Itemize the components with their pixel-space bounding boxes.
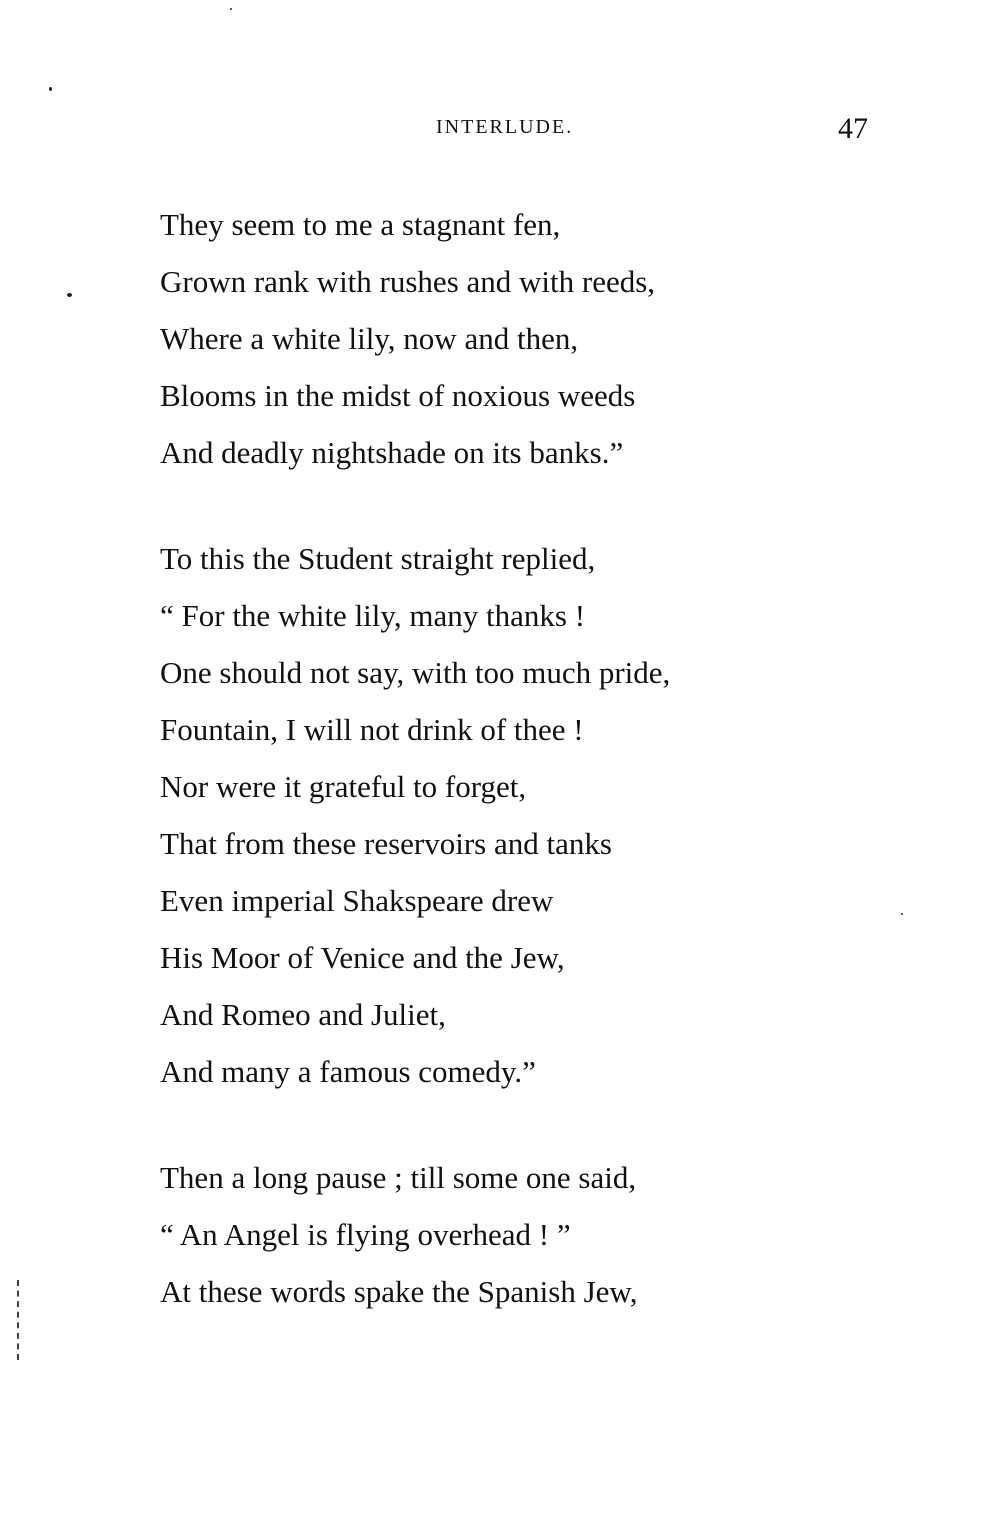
poem-line: At these words spake the Spanish Jew,	[160, 1274, 638, 1309]
poem-line: “ An Angel is flying overhead ! ”	[160, 1217, 571, 1252]
scan-speck	[230, 8, 232, 10]
running-title: INTERLUDE.	[436, 116, 574, 138]
poem-line: His Moor of Venice and the Jew,	[160, 940, 565, 975]
stanza	[160, 530, 920, 1100]
poem-line: Where a white lily, now and then,	[160, 321, 579, 356]
poem-line: They seem to me a stagnant fen,	[160, 207, 561, 242]
poem-line: Then a long pause ; till some one said,	[160, 1160, 637, 1195]
poem-line: Blooms in the midst of noxious weeds	[160, 378, 636, 413]
scan-speck	[49, 87, 52, 91]
margin-marks	[17, 1280, 25, 1360]
page-number: 47	[838, 112, 868, 145]
poem-line: And deadly nightshade on its banks.”	[160, 435, 624, 470]
stanza	[160, 196, 920, 481]
poem-line: And many a famous comedy.”	[160, 1054, 536, 1089]
scan-speck	[67, 293, 72, 297]
poem-line: To this the Student straight replied,	[160, 541, 596, 576]
stanza	[160, 1149, 920, 1320]
poem-line: One should not say, with too much pride,	[160, 655, 671, 690]
poem-line: Fountain, I will not drink of thee !	[160, 712, 584, 747]
poem-line: Nor were it grateful to forget,	[160, 769, 527, 804]
poem-line: Grown rank with rushes and with reeds,	[160, 264, 656, 299]
poem-line: Even imperial Shakspeare drew	[160, 883, 554, 918]
poem-line: “ For the white lily, many thanks !	[160, 598, 586, 633]
scan-speck	[901, 913, 903, 915]
poem-line: That from these reservoirs and tanks	[160, 826, 612, 861]
poem-line: And Romeo and Juliet,	[160, 997, 446, 1032]
poem-body	[160, 196, 920, 1369]
